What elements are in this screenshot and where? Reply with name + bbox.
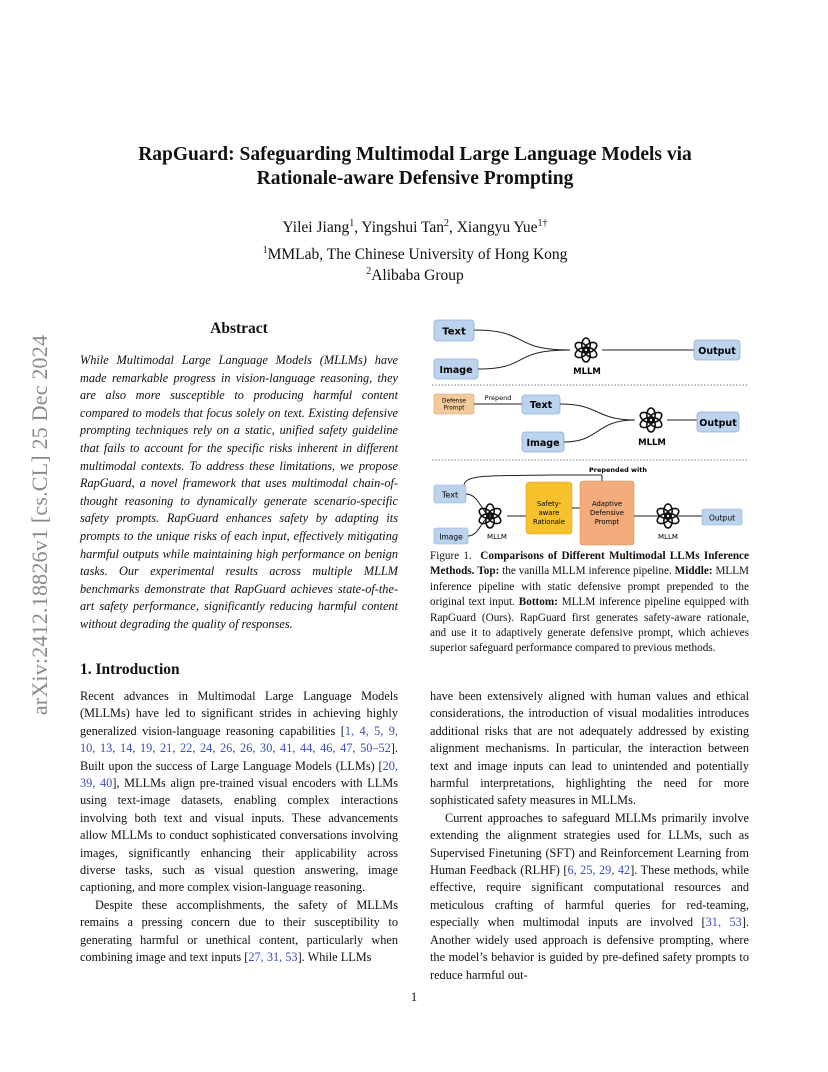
author-name: Yingshui Tan — [361, 219, 444, 236]
affiliation-1: $^1$MMLab, The Chinese University of Hong Kong — [262, 245, 568, 263]
citation-link[interactable]: 27, 31, 53 — [248, 950, 298, 965]
intro-paragraph: Despite these accomplishments, the safety of MLLMs remains a pressing concern due to their susceptibility to generating harmful or unethical content, particularly when combining image and text inputs [27, 31, 53]. While LLMs — [80, 897, 398, 965]
svg-text:MLLM: MLLM — [487, 533, 507, 541]
abstract-heading: Abstract — [210, 320, 268, 337]
mllm-logo-icon — [574, 338, 599, 362]
author-sup: 1 — [349, 218, 355, 229]
svg-text:MLLM: MLLM — [658, 533, 678, 541]
title-line-1: RapGuard: Safeguarding Multimodal Large Language Models via — [138, 144, 692, 165]
svg-text:Image: Image — [526, 438, 560, 449]
intro-paragraph: Current approaches to safeguard MLLMs primarily involve extending the alignment strategies used for LLMs, such as Supervised Finetuning (SFT) and Reinforcement Learning from Human Feedback (RLHF) [6, 25, 29, 42]. These methods, while effective, require significant computational resources and meticulous crafting of harmful queries for red-teaming, especially when multimodal inputs are involved [31, 53]. Another widely used approach is defensive prompting, where the model’s behavior is guided by pre-defined safety prompts to reduce harmful out- — [430, 810, 749, 982]
svg-text:aware: aware — [538, 509, 560, 517]
citation-link[interactable]: 31, 53 — [705, 915, 742, 930]
citation-link[interactable]: 20, 39, 40 — [80, 758, 398, 791]
prepend-label: Prepend — [484, 394, 512, 402]
prepended-with-label: Prepended with — [588, 466, 648, 474]
abstract-text: While Multimodal Large Language Models (MLLMs) have made remarkable progress in vision-language reasoning, they are also more susceptible to producing harmful content compared to models that focus solely on text. Existing defensive prompting techniques rely on a static, unified safety guideline that fails to account for the specific risks inherent in different multimodal contexts. To address these limitations, we propose RapGuard, a novel framework that uses multimodal chain-of-thought reasoning to dynamically generate scenario-specific safety prompts. RapGuard enhances safety by adapting its prompts to the unique risks of each input, effectively mitigating harmful outputs while maintaining high performance on benign tasks. Our experimental results across multiple MLLM benchmarks demonstrate that RapGuard achieves state-of-the-art safety performance, significantly reducing harmful content without degrading the quality of responses. — [80, 353, 398, 631]
author-sup: 1† — [537, 218, 548, 229]
affiliation-2: $^2$Alibaba Group — [366, 266, 464, 284]
middle-pipeline — [434, 394, 739, 452]
citation-link[interactable]: 1, 4, 5, 9, 10, 13, 14, 19, 21, 22, 24, 26, 26, 30, 41, 44, 46, 47, 50–52 — [80, 723, 398, 756]
mllm-logo-icon — [656, 504, 681, 528]
svg-text:Output: Output — [708, 513, 736, 523]
citation-link[interactable]: 6, 25, 29, 42 — [567, 863, 631, 878]
page-number: 1 — [410, 990, 418, 1004]
title-line-2: Rationale-aware Defensive Prompting — [256, 168, 574, 189]
paper-title — [90, 143, 740, 191]
output-label: Output — [698, 346, 736, 357]
intro-paragraph: have been extensively aligned with human values and ethical considerations, the introduction of visual modalities introduces additional risks that are not adequately addressed by existing alignment mechanisms. In particular, the interaction between text and image inputs can lead to unintended and potentially harmful interpretations, highlighting the need for more sophisticated safety measures in MLLMs. — [430, 689, 749, 808]
svg-text:Defense: Defense — [442, 398, 466, 405]
figure-caption: Figure 1. Comparisons of Different Multimodal LLMs Inference Methods. Top: the vanilla MLLM inference pipeline. Middle: MLLM inference pipeline with static defensive prompt prepended to the original text input. Bottom: MLLM inference pipeline equipped with RapGuard (Ours). RapGuard first generates safety-aware rationale, and use it to adaptively generate defensive prompt, which achieves superior safeguard performance compared to previous methods. — [430, 550, 750, 655]
svg-text:Defensive: Defensive — [590, 509, 624, 517]
svg-text:Image: Image — [439, 532, 463, 542]
affiliations — [90, 244, 740, 286]
svg-text:Adaptive: Adaptive — [591, 500, 623, 508]
author-name: Xiangyu Yue — [456, 219, 538, 236]
mllm-label: MLLM — [573, 367, 601, 377]
svg-text:Text: Text — [441, 490, 459, 500]
top-pipeline — [434, 320, 740, 379]
svg-text:Safety-: Safety- — [536, 500, 562, 508]
intro-left-column — [80, 688, 398, 967]
svg-text:Prompt: Prompt — [594, 518, 620, 526]
svg-text:Prompt: Prompt — [443, 405, 465, 412]
image-input-label: Image — [439, 365, 473, 376]
svg-text:Output: Output — [699, 418, 737, 429]
svg-text:MLLM: MLLM — [638, 438, 666, 448]
intro-paragraph: Recent advances in Multimodal Large Language Models (MLLMs) have led to significant strides in achieving highly generalized vision-language reasoning capabilities [1, 4, 5, 9, 10, 13, 14, 19, 21, 22, 24, 26, 26, 30, 41, 44, 46, 47, 50–52]. Built upon the success of Large Language Models (LLMs) [20, 39, 40], MLLMs align pre-trained visual encoders with LLMs using text-image datasets, enabling complex interactions involving both text and visual inputs. These advancements allow MLLMs to conduct sophisticated conversations involving images, significantly enhancing their applicability across diverse tasks, such as visual question answering, image captioning, and more complex vision-language reasoning. — [80, 689, 398, 895]
svg-text:Text: Text — [529, 400, 553, 411]
svg-text:Rationale: Rationale — [533, 518, 565, 526]
author-name: Yilei Jiang — [282, 219, 350, 236]
section-heading: 1. Introduction — [80, 661, 180, 678]
intro-right-column — [430, 688, 749, 984]
arxiv-stamp: arXiv:2412.18826v1 [cs.CL] 25 Dec 2024 — [27, 334, 52, 716]
figure-1-diagram — [430, 316, 750, 546]
safety-rationale-box — [526, 482, 572, 534]
text-input-label: Text — [442, 326, 466, 338]
bottom-pipeline — [434, 466, 742, 545]
author-list: Yilei Jiang$^1$, Yingshui Tan$^2$, Xiangyu Yue$^{1\dagger}$ — [282, 218, 548, 236]
author-sup: 2 — [443, 218, 449, 229]
mllm-logo-icon — [639, 408, 664, 432]
